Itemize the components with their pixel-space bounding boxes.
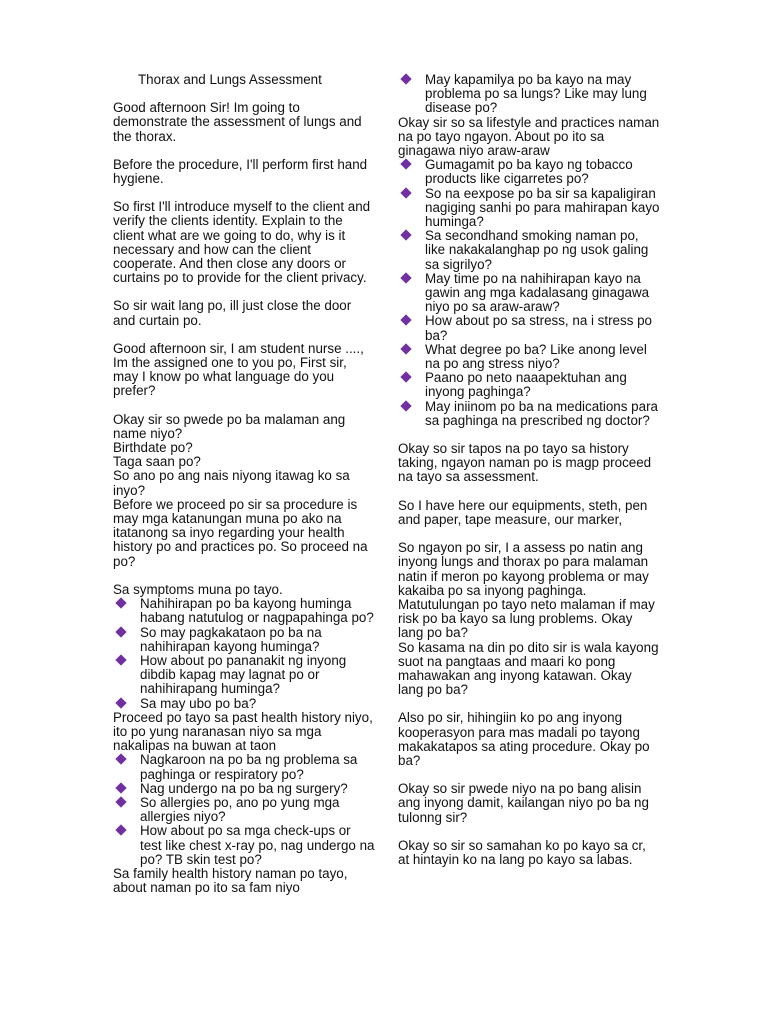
paragraph: Okay so sir tapos na po tayo sa history taking, ngayon naman po is magp proceed na tayo sa assessment. bbox=[398, 441, 652, 485]
diamond-bullet-icon bbox=[115, 597, 126, 608]
paragraph-gap bbox=[398, 697, 660, 711]
paragraph: So kasama na din po dito sir is wala kayong suot na pangtaas and maari ko pong mahawakan ang inyong katawan. Okay lang po ba? bbox=[398, 639, 659, 698]
list-item bbox=[113, 654, 375, 697]
list-item bbox=[398, 400, 660, 428]
paragraph: Sa symptoms muna po tayo. bbox=[113, 581, 283, 597]
diamond-bullet-icon bbox=[400, 187, 411, 198]
paragraph: Okay sir so pwede po ba malaman ang name niyo? bbox=[113, 411, 346, 441]
diamond-bullet-icon bbox=[400, 159, 411, 170]
list-item-text: May time po na nahihirapan kayo na gawin ang mga kadalasang ginagawa niyo po sa araw-araw? bbox=[425, 270, 650, 315]
paragraph: So first I'll introduce myself to the client and verify the clients identity. Explain to the client what are we going to do, why is it necessary and how can the client cooperate. And then close any doors or curtains po to provide for the client privacy. bbox=[113, 199, 371, 286]
paragraph: Before the procedure, I'll perform first hand hygiene. bbox=[113, 156, 368, 187]
document-title: Thorax and Lungs Assessment bbox=[138, 72, 322, 87]
list-item-text: How about po pananakit ng inyong dibdib kapag may lagnat po or nahihirapang huminga? bbox=[140, 652, 347, 697]
list-item-text: So allergies po, ano po yung mga allergies niyo? bbox=[140, 794, 340, 825]
paragraph-gap bbox=[398, 768, 660, 782]
list-item bbox=[113, 824, 375, 867]
paragraph-gap bbox=[398, 527, 660, 541]
bullet-list bbox=[113, 597, 375, 711]
paragraph: Also po sir, hihingiin ko po ang inyong kooperasyon para mas madali po tayong makakatapos sa ating procedure. Okay po ba? bbox=[398, 710, 650, 768]
list-item-text: What degree po ba? Like anong level na po ang stress niyo? bbox=[425, 341, 647, 372]
paragraph: Birthdate po? bbox=[113, 440, 193, 456]
paragraph: So ano po ang nais niyong itawag ko sa inyo? bbox=[113, 468, 350, 498]
list-item bbox=[113, 782, 375, 796]
paragraph: Okay so sir so samahan ko po kayo sa cr, at hintayin ko na lang po kayo sa labas. bbox=[398, 837, 646, 867]
paragraph-gap bbox=[398, 428, 660, 442]
left-column bbox=[113, 73, 375, 895]
list-item bbox=[398, 158, 660, 186]
diamond-bullet-icon bbox=[400, 272, 411, 283]
paragraph: Taga saan po? bbox=[113, 454, 201, 470]
paragraph: So I have here our equipments, steth, pen and paper, tape measure, our marker, bbox=[398, 497, 648, 527]
diamond-bullet-icon bbox=[400, 343, 411, 354]
list-item-text: Nagkaroon na po ba ng problema sa paghinga or respiratory po? bbox=[140, 752, 358, 782]
diamond-bullet-icon bbox=[115, 825, 126, 836]
paragraph: Sa family health history naman po tayo, about naman po ito sa fam niyo bbox=[113, 865, 348, 896]
list-item bbox=[398, 314, 660, 342]
list-item-text: So may pagkakataon po ba na nahihirapan kayong huminga? bbox=[140, 624, 322, 654]
list-item-text: May kapamilya po ba kayo na may problema po sa lungs? Like may lung disease po? bbox=[425, 72, 647, 116]
paragraph: Good afternoon Sir! Im going to demonstrate the assessment of lungs and the thorax. bbox=[113, 100, 362, 144]
diamond-bullet-icon bbox=[400, 372, 411, 383]
list-item bbox=[398, 371, 660, 399]
paragraph: Proceed po tayo sa past health history niyo, ito po yung naranasan niyo sa mga nakalipas na buwan at taon bbox=[113, 709, 373, 754]
list-item-text: How about po sa mga check-ups or test like chest x-ray po, nag undergo na po? TB skin test po? bbox=[140, 823, 375, 867]
list-item-text: Nag undergo na po ba ng surgery? bbox=[140, 780, 348, 796]
list-item-text: May iniinom po ba na medications para sa paghinga na prescribed ng doctor? bbox=[425, 398, 658, 428]
paragraph-gap bbox=[113, 285, 375, 299]
list-item bbox=[113, 597, 375, 625]
paragraph: So ngayon po sir, I a assess po natin ang inyong lungs and thorax po para malaman natin if meron po kayong problema or may kakaiba po sa inyong paghinga. Matutulungan po tayo neto malaman if may risk po ba kayo sa lung problems. Okay lang po ba? bbox=[398, 540, 655, 641]
list-item bbox=[398, 229, 660, 272]
diamond-bullet-icon bbox=[115, 697, 126, 708]
list-item-text: Gumagamit po ba kayo ng tobacco products like cigarretes po? bbox=[425, 157, 633, 187]
list-item bbox=[398, 73, 660, 116]
right-column bbox=[398, 73, 660, 867]
list-item bbox=[113, 697, 375, 711]
diamond-bullet-icon bbox=[115, 754, 126, 765]
diamond-bullet-icon bbox=[115, 796, 126, 807]
list-item bbox=[398, 187, 660, 230]
diamond-bullet-icon bbox=[400, 315, 411, 326]
paragraph-gap bbox=[113, 186, 375, 200]
paragraph: Okay so sir pwede niyo na po bang alisin ang inyong damit, kailangan niyo po ba ng tulonng sir? bbox=[398, 781, 649, 825]
bullet-list bbox=[113, 753, 375, 867]
paragraph: Okay sir so sa lifestyle and practices naman na po tayo ngayon. About po ito sa ginagawa niyo araw-araw bbox=[398, 114, 660, 159]
list-item-text: So na eexpose po ba sir sa kapaligiran nagiging sanhi po para mahirapan kayo huminga? bbox=[425, 185, 660, 230]
paragraph-gap bbox=[113, 569, 375, 583]
paragraph-gap bbox=[113, 144, 375, 158]
diamond-bullet-icon bbox=[115, 626, 126, 637]
bullet-list bbox=[398, 73, 660, 116]
bullet-list bbox=[398, 158, 660, 428]
list-item-text: Paano po neto naaapektuhan ang inyong paghinga? bbox=[425, 370, 627, 400]
list-item-text: Sa secondhand smoking naman po, like nakakalanghap po ng usok galing sa sigrilyo? bbox=[425, 228, 649, 272]
list-item-text: How about po sa stress, na i stress po ba? bbox=[425, 313, 653, 343]
list-item bbox=[113, 626, 375, 654]
paragraph-gap bbox=[113, 328, 375, 342]
diamond-bullet-icon bbox=[115, 782, 126, 793]
list-item bbox=[398, 272, 660, 315]
paragraph-gap bbox=[398, 825, 660, 839]
paragraph-gap bbox=[398, 485, 660, 499]
paragraph: Before we proceed po sir sa procedure is may mga katanungan muna po ako na itatanong sa inyo regarding your health history po and practices po. So proceed na po? bbox=[113, 496, 368, 569]
list-item bbox=[113, 796, 375, 824]
paragraph: So sir wait lang po, ill just close the door and curtain po. bbox=[113, 298, 352, 328]
diamond-bullet-icon bbox=[400, 230, 411, 241]
list-item-text: Sa may ubo po ba? bbox=[140, 695, 257, 711]
list-item bbox=[398, 343, 660, 371]
paragraph: Good afternoon sir, I am student nurse ...., Im the assigned one to you po, First sir, may I know po what language do you prefer? bbox=[113, 340, 364, 399]
diamond-bullet-icon bbox=[400, 73, 411, 84]
list-item-text: Nahihirapan po ba kayong huminga habang natutulog or nagpapahinga po? bbox=[140, 596, 374, 626]
list-item bbox=[113, 753, 375, 781]
paragraph-gap bbox=[113, 399, 375, 413]
diamond-bullet-icon bbox=[115, 654, 126, 665]
diamond-bullet-icon bbox=[400, 400, 411, 411]
